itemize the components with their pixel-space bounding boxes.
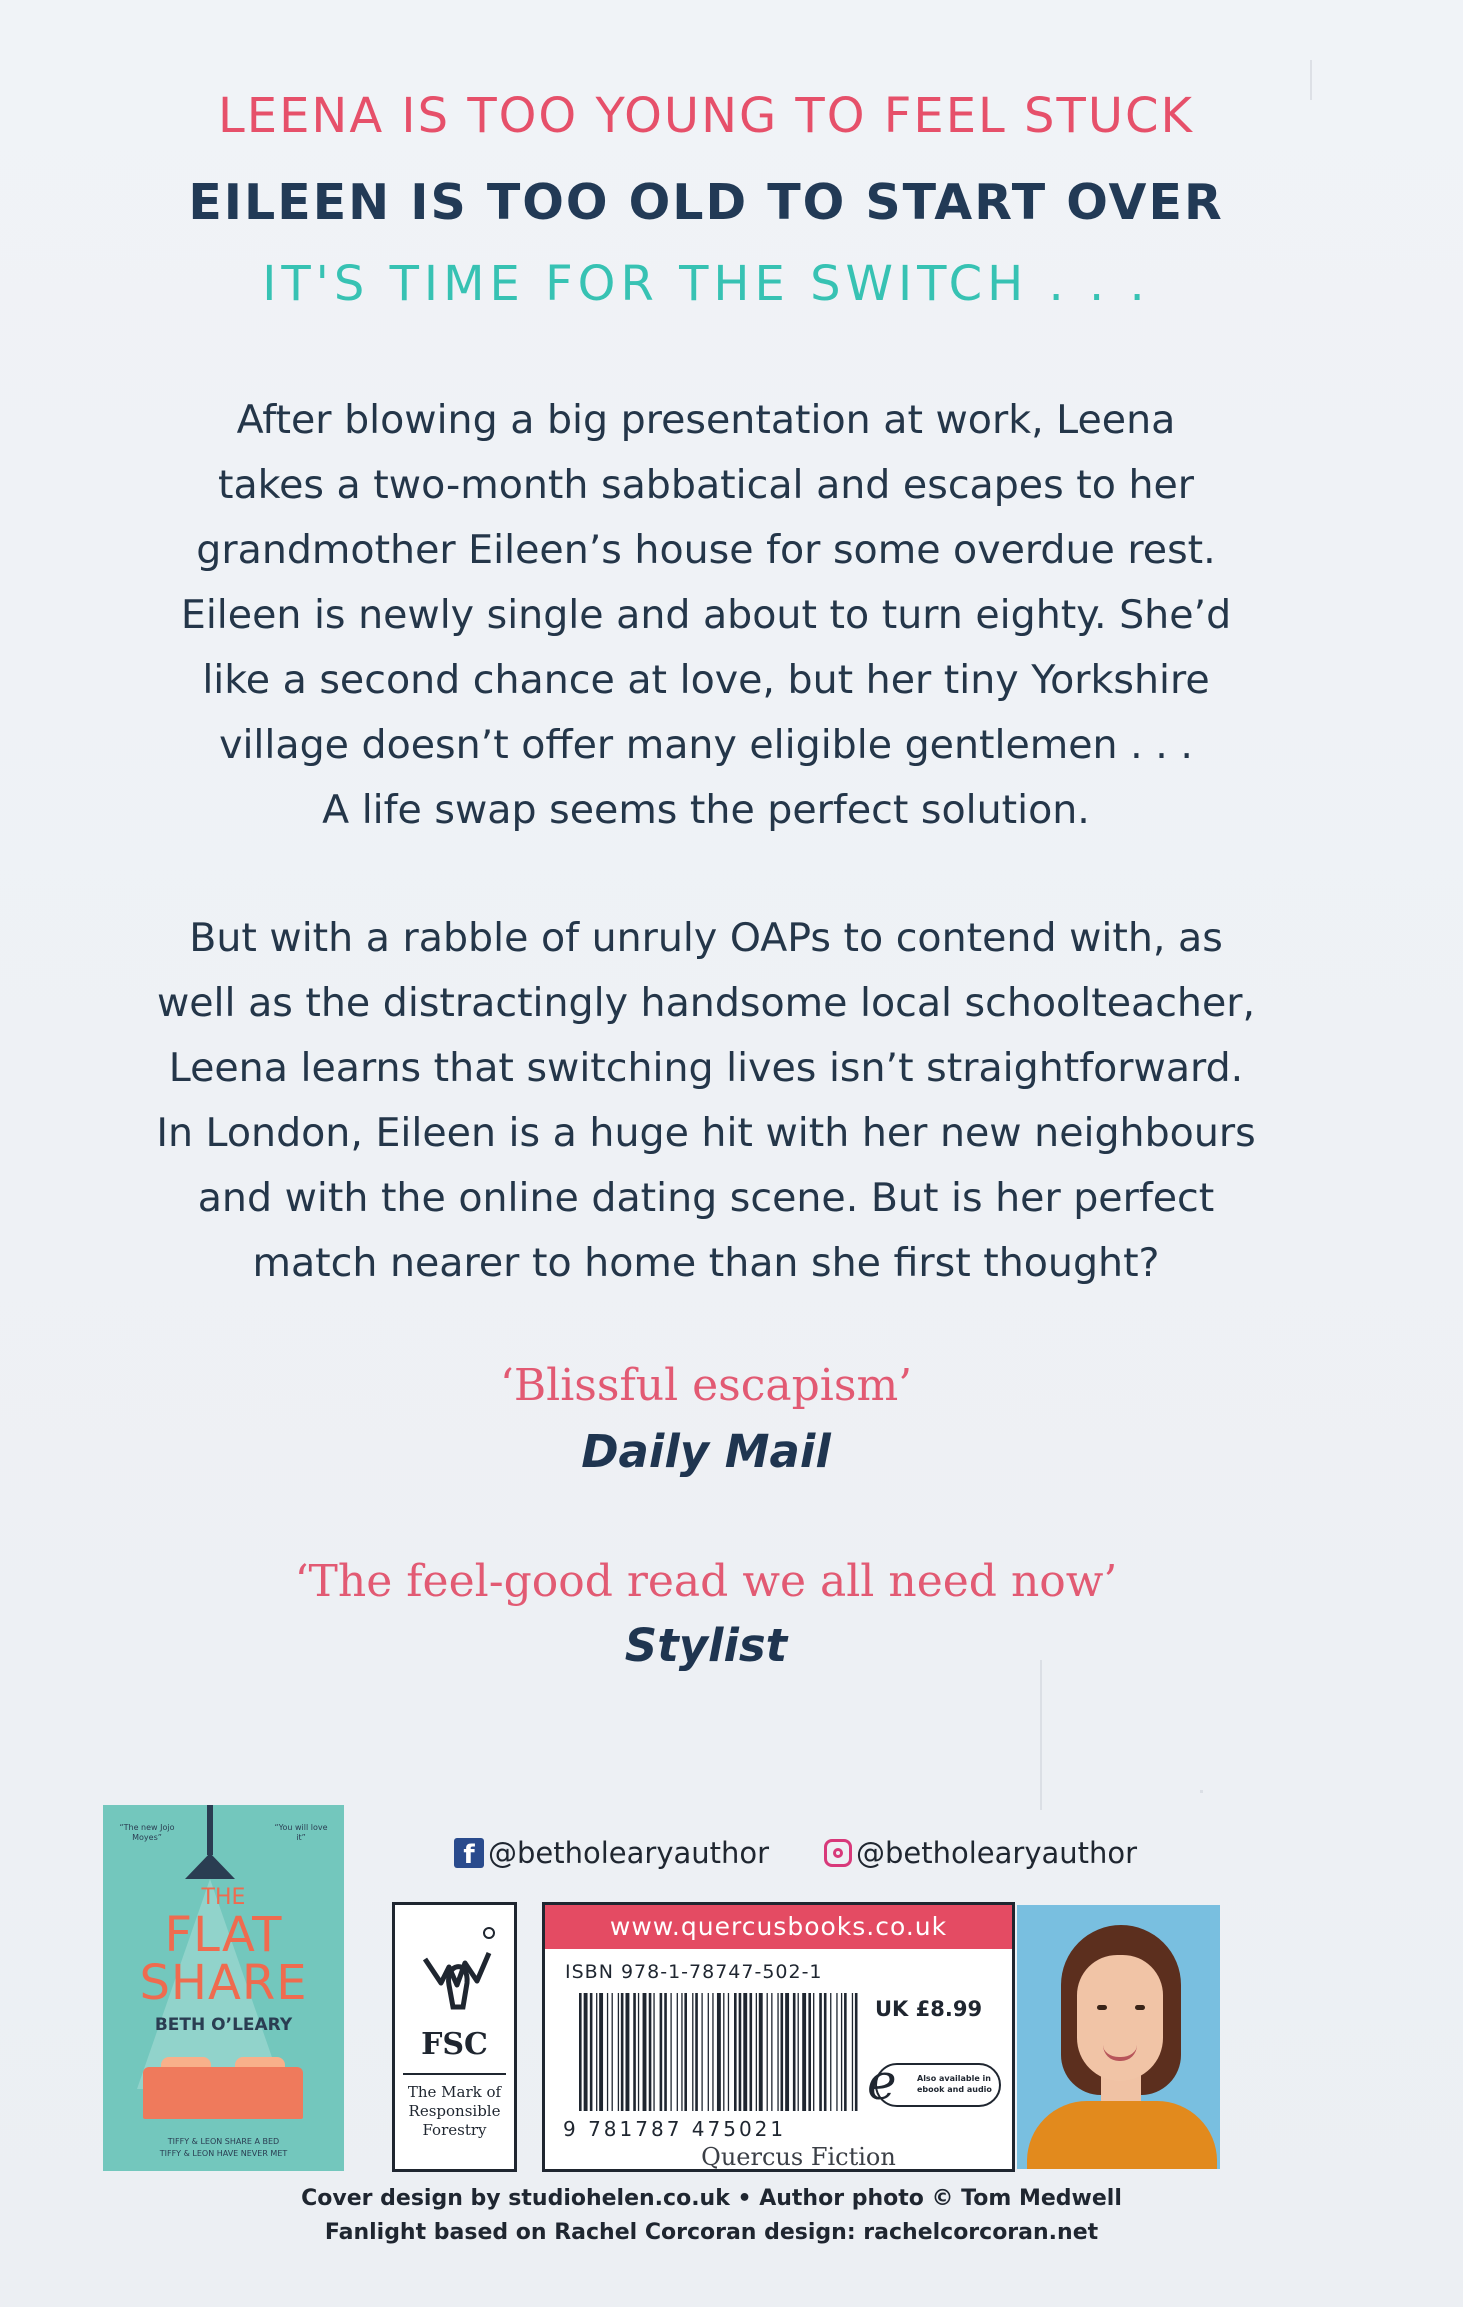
barcode-bar bbox=[612, 1993, 613, 2111]
blurb-paragraph-2 bbox=[0, 906, 1412, 1296]
bed-icon bbox=[143, 2067, 303, 2119]
barcode-bar bbox=[621, 1993, 624, 2111]
publisher-url: www.quercusbooks.co.uk bbox=[545, 1905, 1012, 1949]
barcode-bar bbox=[660, 1993, 663, 2111]
cover-blurb-left: “The new Jojo Moyes” bbox=[119, 1823, 175, 1842]
barcode-bar bbox=[579, 1993, 582, 2111]
headline-switch: IT'S TIME FOR THE SWITCH . . . bbox=[262, 256, 1150, 312]
barcode-bar bbox=[824, 1993, 827, 2111]
blurb-line: After blowing a big presentation at work, Leena bbox=[236, 397, 1176, 443]
barcode-bar bbox=[767, 1993, 768, 2111]
barcode-bar bbox=[681, 1993, 682, 2111]
instagram-handle-text: @betholearyauthor bbox=[856, 1836, 1138, 1870]
facebook-handle-text: @betholearyauthor bbox=[488, 1836, 770, 1870]
barcode-bar bbox=[643, 1993, 647, 2111]
barcode-bar bbox=[836, 1993, 837, 2111]
barcode-bar bbox=[590, 1993, 593, 2111]
barcode-bar bbox=[692, 1993, 693, 2111]
review-source: Daily Mail bbox=[581, 1425, 831, 1478]
fsc-description: The Mark of Responsible Forestry bbox=[407, 2083, 502, 2139]
photo-eye bbox=[1097, 2005, 1107, 2010]
barcode-bar bbox=[649, 1993, 652, 2111]
barcode-bar bbox=[638, 1993, 639, 2111]
photo-eye bbox=[1135, 2005, 1145, 2010]
cover-title-the: THE bbox=[201, 1885, 246, 1910]
blurb-line: and with the online dating scene. But is her perfect bbox=[197, 1175, 1215, 1221]
barcode-number: 9 781787 475021 bbox=[563, 2117, 787, 2141]
isbn: ISBN 978-1-78747-502-1 bbox=[565, 1961, 823, 1983]
scuff-mark bbox=[1200, 1790, 1203, 1793]
ebook-note: Also available in ebook and audio bbox=[917, 2074, 992, 2094]
instagram-handle bbox=[824, 1836, 1137, 1870]
barcode-bar bbox=[723, 1993, 724, 2111]
barcode-bar bbox=[708, 1993, 709, 2111]
blurb-line: In London, Eileen is a huge hit with her new neighbours bbox=[156, 1110, 1256, 1156]
imprint: Quercus Fiction bbox=[701, 2143, 896, 2171]
barcode-bar bbox=[830, 1993, 831, 2111]
barcode-bar bbox=[743, 1993, 747, 2111]
barcode-bar bbox=[695, 1993, 698, 2111]
cover-title-flat: FLAT bbox=[164, 1907, 283, 1963]
blurb-paragraph-1 bbox=[0, 388, 1412, 843]
review-quote: ‘Blissful escapism’ bbox=[499, 1360, 913, 1411]
fsc-logo bbox=[392, 1902, 517, 2172]
photo-sweater bbox=[1027, 2101, 1217, 2169]
credits-line-2: Fanlight based on Rachel Corcoran design: rachelcorcoran.net bbox=[324, 2220, 1099, 2245]
barcode-bar bbox=[618, 1993, 619, 2111]
barcode-bar bbox=[802, 1993, 806, 2111]
blurb-line: grandmother Eileen’s house for some overdue rest. bbox=[196, 527, 1216, 573]
lamp-shade-icon bbox=[185, 1853, 235, 1879]
ebook-audio-badge bbox=[867, 2053, 1001, 2111]
fsc-tree-icon bbox=[419, 1923, 495, 2023]
barcode-bar bbox=[771, 1993, 772, 2111]
cover-tagline: TIFFY & LEON SHARE A BED bbox=[167, 2137, 280, 2146]
barcode-bar bbox=[844, 1993, 847, 2111]
blurb-line: A life swap seems the perfect solution. bbox=[322, 787, 1090, 833]
barcode-bar bbox=[728, 1993, 729, 2111]
instagram-icon bbox=[824, 1839, 852, 1867]
price: UK £8.99 bbox=[875, 1997, 983, 2021]
barcode-panel bbox=[542, 1902, 1015, 2172]
cover-author: BETH O’LEARY bbox=[154, 2015, 293, 2035]
barcode-bar bbox=[633, 1993, 636, 2111]
barcode-bar bbox=[813, 1993, 814, 2111]
review-source: Stylist bbox=[624, 1619, 788, 1672]
blurb-line: Leena learns that switching lives isn’t straightforward. bbox=[168, 1045, 1244, 1091]
barcode-bar bbox=[701, 1993, 702, 2111]
barcode-bar bbox=[670, 1993, 671, 2111]
flat-share-book-cover bbox=[103, 1805, 344, 2171]
barcode-bar bbox=[808, 1993, 811, 2111]
barcode-bar bbox=[841, 1993, 842, 2111]
scuff-mark bbox=[1040, 1660, 1042, 1810]
facebook-handle bbox=[454, 1836, 769, 1870]
barcode-bar bbox=[781, 1993, 784, 2111]
barcode-bar bbox=[664, 1993, 667, 2111]
ebook-e-icon: e bbox=[867, 2053, 897, 2111]
barcode-bar bbox=[596, 1993, 597, 2111]
facebook-icon: f bbox=[454, 1838, 484, 1868]
barcode-bar bbox=[750, 1993, 753, 2111]
barcode-bar bbox=[785, 1993, 789, 2111]
cover-title-share: SHARE bbox=[139, 1955, 308, 2011]
blurb-line: But with a rabble of unruly OAPs to contend with, as bbox=[189, 915, 1223, 961]
barcode-bar bbox=[717, 1993, 721, 2111]
headline-eileen: EILEEN IS TOO OLD TO START OVER bbox=[188, 174, 1224, 231]
lamp-cord bbox=[207, 1805, 213, 1855]
credits-line-1: Cover design by studiohelen.co.uk • Author photo © Tom Medwell bbox=[301, 2186, 1122, 2211]
barcode-bar bbox=[793, 1993, 796, 2111]
barcode-bar bbox=[712, 1993, 713, 2111]
barcode-icon bbox=[575, 1993, 860, 2111]
barcode-bar bbox=[653, 1993, 654, 2111]
barcode-bar bbox=[607, 1993, 608, 2111]
blurb-line: well as the distractingly handsome local schoolteacher, bbox=[156, 980, 1256, 1026]
blurb-line: match nearer to home than she first thought? bbox=[252, 1240, 1160, 1286]
barcode-bar bbox=[756, 1993, 757, 2111]
cover-blurb-right: “You will love it” bbox=[274, 1823, 328, 1842]
review-quote: ‘The feel-good read we all need now’ bbox=[294, 1556, 1118, 1607]
cover-tagline: TIFFY & LEON HAVE NEVER MET bbox=[159, 2149, 288, 2158]
barcode-bar bbox=[599, 1993, 603, 2111]
barcode-bar bbox=[626, 1993, 630, 2111]
blurb-line: village doesn’t offer many eligible gentlemen . . . bbox=[219, 722, 1193, 768]
barcode-bar bbox=[684, 1993, 687, 2111]
barcode-bar bbox=[852, 1993, 853, 2111]
headline-leena: LEENA IS TOO YOUNG TO FEEL STUCK bbox=[218, 88, 1194, 144]
barcode-bar bbox=[777, 1993, 778, 2111]
photo-face bbox=[1077, 1955, 1163, 2081]
blurb-line: takes a two-month sabbatical and escapes to her bbox=[217, 462, 1195, 508]
blurb-line: Eileen is newly single and about to turn eighty. She’d bbox=[180, 592, 1232, 638]
blurb-line: like a second chance at love, but her tiny Yorkshire bbox=[202, 657, 1210, 703]
divider bbox=[403, 2073, 506, 2075]
barcode-bar bbox=[739, 1993, 742, 2111]
barcode-bar bbox=[734, 1993, 737, 2111]
barcode-bar bbox=[759, 1993, 763, 2111]
barcode-bar bbox=[584, 1993, 588, 2111]
author-photo bbox=[1017, 1905, 1220, 2169]
barcode-bar bbox=[819, 1993, 822, 2111]
barcode-bar bbox=[677, 1993, 678, 2111]
barcode-bar bbox=[855, 1993, 858, 2111]
barcode-bar bbox=[798, 1993, 799, 2111]
fsc-name: FSC bbox=[421, 2027, 488, 2062]
